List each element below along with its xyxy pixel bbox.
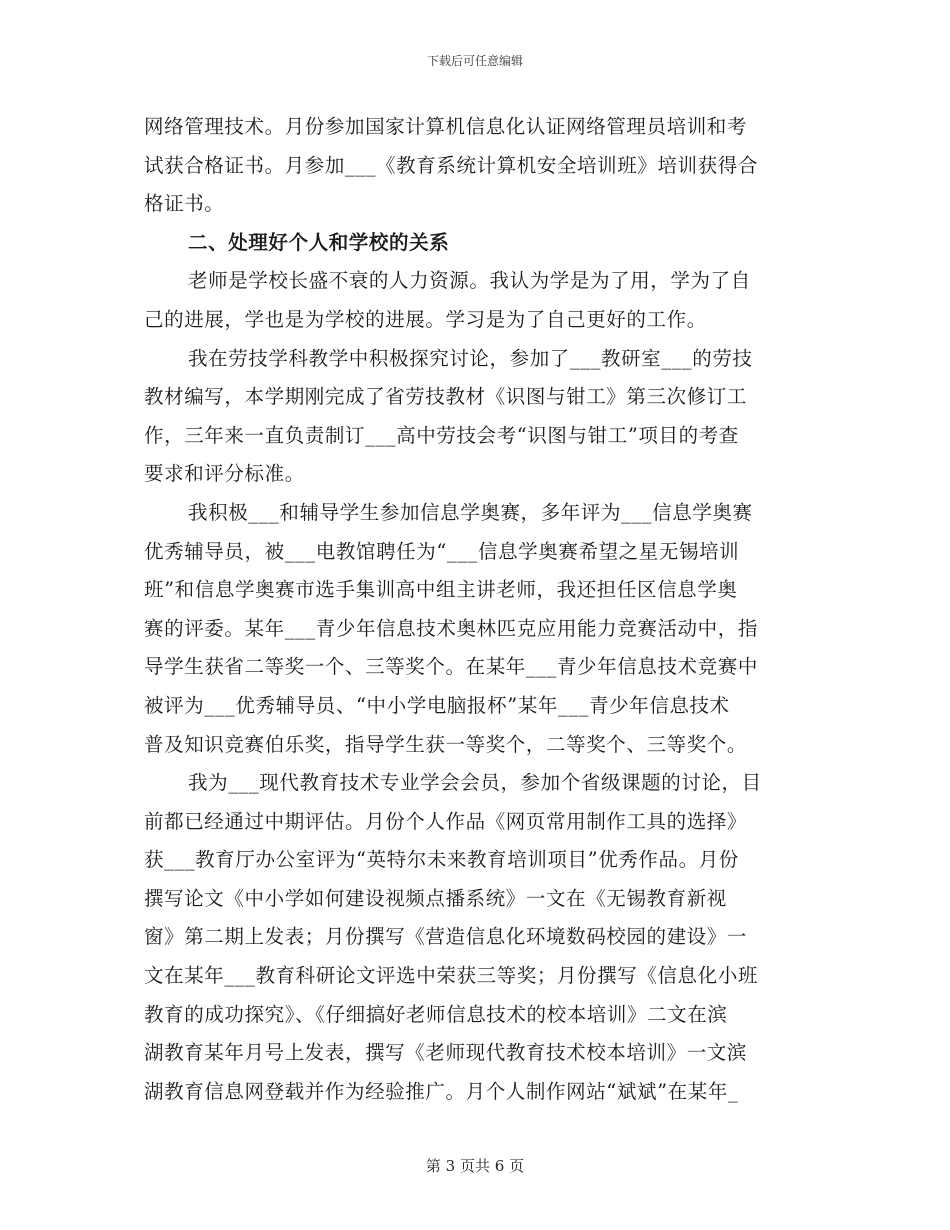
text-line: 教育的成功探究》、《仔细搞好老师信息技术的校本培训》二文在滨: [144, 1002, 728, 1026]
text-line: 班”和信息学奥赛市选手集训高中组主讲老师，我还担任区信息学奥: [144, 578, 738, 602]
text-line: 普及知识竞赛伯乐奖，指导学生获一等奖个，二等奖个、三等奖个。: [144, 732, 748, 756]
text-line: 赛的评委。某年___青少年信息技术奥林匹克应用能力竞赛活动中，指: [144, 616, 758, 640]
text-line: 我积极___和辅导学生参加信息学奥赛，多年评为___信息学奥赛: [188, 500, 753, 524]
text-line: 我为___现代教育技术专业学会会员，参加个省级课题的讨论，目: [188, 771, 762, 795]
text-line: 我在劳技学科教学中积极探究讨论，参加了___教研室___的劳技: [188, 346, 753, 370]
text-line: 格证书。: [144, 192, 225, 216]
text-line: 教材编写，本学期刚完成了省劳技教材《识图与钳工》第三次修订工: [144, 385, 748, 409]
page-header: 下载后可任意编辑: [426, 54, 523, 68]
page-footer: 第 3 页共 6 页: [425, 1157, 525, 1175]
text-line: 被评为___优秀辅导员、“中小学电脑报杯”某年___青少年信息技术: [144, 693, 730, 717]
text-line: 获___教育厅办公室评为“英特尔未来教育培训项目”优秀作品。月份: [144, 848, 739, 872]
text-line: 湖教育信息网登载并作为经验推广。月个人制作网站“斌斌”在某年_: [144, 1079, 739, 1103]
text-line: 网络管理技术。月份参加国家计算机信息化认证网络管理员培训和考: [144, 115, 748, 138]
text-line: 作，三年来一直负责制订___高中劳技会考“识图与钳工”项目的考查: [144, 423, 739, 447]
text-line: 导学生获省二等奖一个、三等奖个。在某年___青少年信息技术竞赛中: [144, 655, 758, 679]
text-line: 文在某年___教育科研论文评选中荣获三等奖；月份撰写《信息化小班: [144, 964, 758, 988]
text-line: 撰写论文《中小学如何建设视频点播系统》一文在《无锡教育新视: [144, 886, 727, 910]
text-line: 前都已经通过中期评估。月份个人作品《网页常用制作工具的选择》: [144, 809, 748, 833]
document-body: [144, 108, 806, 1111]
text-line: 己的进展，学也是为学校的进展。学习是为了自己更好的工作。: [144, 307, 707, 331]
text-line: 老师是学校长盛不衰的人力资源。我认为学是为了用，学为了自: [188, 269, 751, 293]
text-line: 要求和评分标准。: [144, 462, 305, 486]
text-line: 湖教育某年月号上发表，撰写《老师现代教育技术校本培训》一文滨: [144, 1041, 748, 1065]
text-line: 优秀辅导员，被___电教馆聘任为“___信息学奥赛希望之星无锡培训: [144, 539, 740, 563]
text-line: 试获合格证书。月参加___《教育系统计算机安全培训班》培训获得合: [144, 153, 758, 177]
text-line: 窗》第二期上发表；月份撰写《营造信息化环境数码校园的建设》一: [144, 925, 748, 949]
section-heading: 二、处理好个人和学校的关系: [188, 230, 450, 254]
